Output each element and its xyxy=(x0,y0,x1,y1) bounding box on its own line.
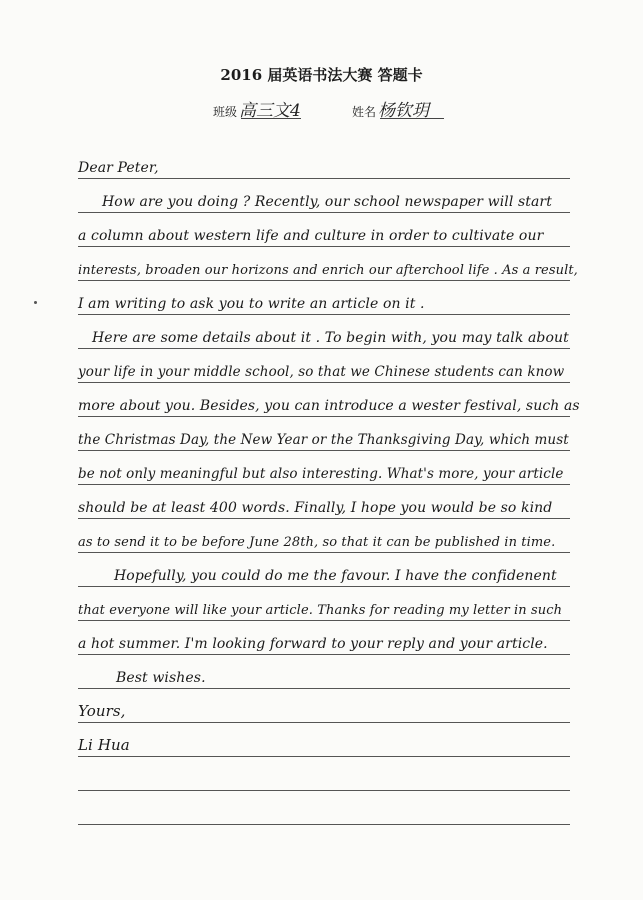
letter-line: a column about western life and culture in order to cultivate our xyxy=(78,228,544,244)
ruled-line xyxy=(78,722,570,757)
letter-line: I am writing to ask you to write an article on it . xyxy=(78,296,425,312)
ruled-line xyxy=(78,246,578,281)
letter-line: Yours, xyxy=(78,702,126,720)
ruled-line xyxy=(78,756,570,791)
ruled-line xyxy=(78,314,570,349)
letter-line: a hot summer. I'm looking forward to your reply and your article. xyxy=(78,636,548,652)
class-value: 高三文4 xyxy=(239,101,301,121)
ruled-line xyxy=(78,654,570,689)
class-label: 班级 xyxy=(213,105,238,119)
letter-line: How are you doing ? Recently, our school newspaper will start xyxy=(102,194,552,210)
ruled-line xyxy=(78,212,570,247)
letter-line: be not only meaningful but also interesting. What's more, your article xyxy=(78,466,564,482)
ruled-line xyxy=(78,620,570,655)
letter-line: Best wishes. xyxy=(116,670,206,686)
name-underline xyxy=(380,118,444,119)
ruled-line xyxy=(78,484,570,519)
ruled-line xyxy=(78,586,570,621)
sheet-title: 2016 届英语书法大赛 答题卡 xyxy=(220,66,423,84)
class-underline xyxy=(241,118,301,119)
ruled-line xyxy=(78,552,570,587)
ruled-line xyxy=(78,518,570,553)
letter-line: interests, broaden our horizons and enrich our afterchool life . As a result, xyxy=(78,263,578,278)
scan-speck xyxy=(34,301,37,304)
letter-line: Dear Peter, xyxy=(78,160,159,176)
ruled-line xyxy=(78,450,570,485)
letter-line: the Christmas Day, the New Year or the Thanksgiving Day, which must xyxy=(78,432,569,448)
ruled-line xyxy=(78,144,570,179)
letter-line: Li Hua xyxy=(78,736,130,754)
letter-line: should be at least 400 words. Finally, I hope you would be so kind xyxy=(78,500,553,516)
ruled-line xyxy=(78,790,570,825)
letter-line: your life in your middle school, so that we Chinese students can know xyxy=(78,364,565,380)
ruled-line xyxy=(78,688,570,723)
letter-line: more about you. Besides, you can introduce a wester festival, such as xyxy=(78,398,580,414)
ruled-line xyxy=(78,416,570,451)
ruled-line xyxy=(78,178,570,213)
letter-line: as to send it to be before June 28th, so that it can be published in time. xyxy=(78,535,556,550)
ruled-line xyxy=(78,280,570,315)
ruled-line xyxy=(78,348,570,383)
ruled-line xyxy=(78,382,580,417)
letter-line: that everyone will like your article. Thanks for reading my letter in such xyxy=(78,603,563,618)
letter-line: Here are some details about it . To begin with, you may talk about xyxy=(92,330,569,346)
letter-line: Hopefully, you could do me the favour. I have the confidenent xyxy=(114,568,557,584)
name-value: 杨钦玥 xyxy=(378,101,430,121)
name-label: 姓名 xyxy=(352,105,377,119)
